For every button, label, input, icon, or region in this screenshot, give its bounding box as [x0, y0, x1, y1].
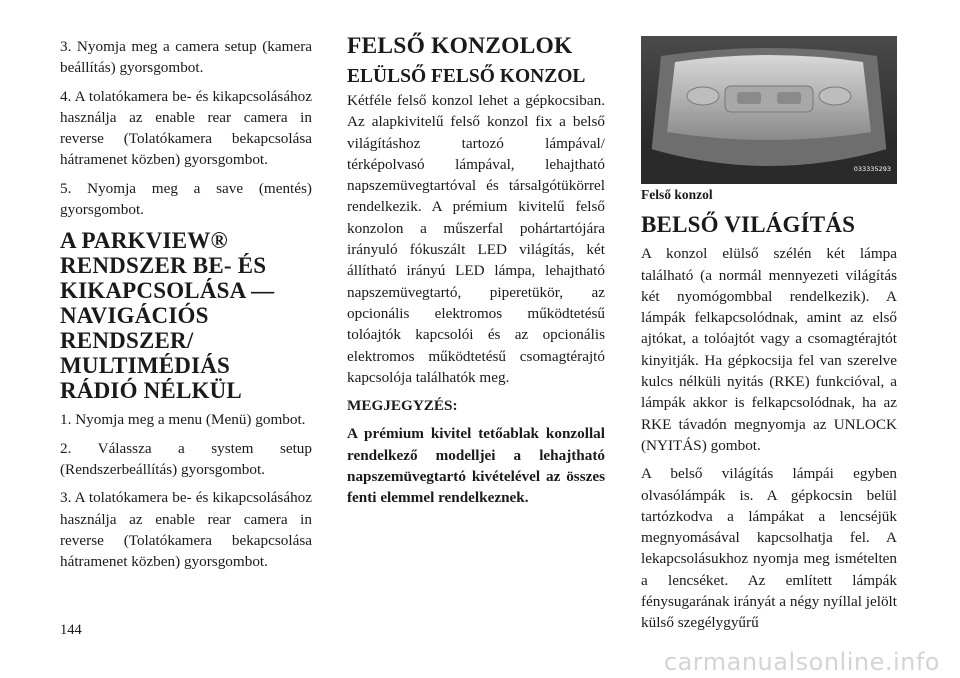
console-description-paragraph: Kétféle felső konzol lehet a gépkocsiban. Az alapkivitelű felső konzol fix a belső világításhoz tartozó lámpával/ térképolvasó lámpával, lehajtható napszemüvegtartóval és társalgótükörrel rendelkezik. A prémium kivitelű felső konzolon a műszerfal pohártartójára irányuló fókuszált LED világítás, két állítható irányú LED lámpa, lehajtható napszemüvegtartó, piperetükör, az opcionális elektromos működtetésű tolóajtók kapcsolói és az opcionális elektromos működtetésű csomagtérajtó kapcsolója találhatók meg. — [347, 92, 605, 386]
parkview-section-heading: A PARKVIEW® RENDSZER BE- ÉS KIKAPCSOLÁSA — NAVIGÁCIÓS RENDSZER/ MULTIMÉDIÁS RÁDIÓ NÉLKÜL — [60, 228, 275, 404]
overhead-consoles-heading: FELSŐ KONZOLOK — [347, 33, 573, 59]
right-column — [641, 36, 897, 641]
interior-lighting-heading: BELSŐ VILÁGÍTÁS — [641, 212, 856, 238]
left-column — [60, 36, 312, 579]
middle-column — [347, 34, 605, 516]
page-number: 144 — [60, 622, 82, 638]
figure-code: 033335293 — [853, 164, 891, 173]
interior-lighting-paragraph-2: A belső világítás lámpái egyben olvasólámpák is. A gépkocsin belül tartózkodva a lámpákat a lencséjük megnyomásával kapcsolhatja fel. A lekapcsolásukhoz nyomja meg ismételten a lencséket. Az említett lámpák fénysugarának irányát a négy nyíllal jelölt külső szegélygyűrű — [641, 465, 897, 632]
step-5-paragraph: 5. Nyomja meg a save (mentés) gyorsgombot. — [60, 179, 312, 219]
watermark: carmanualsonline.info — [663, 648, 940, 676]
front-overhead-console-subheading: ELÜLSŐ FELSŐ KONZOL — [347, 66, 586, 87]
step-2-paragraph: 2. Válassza a system setup (Rendszerbeállítás) gyorsgombot. — [60, 439, 312, 478]
step-4-paragraph: 4. A tolatókamera be- és kikapcsolásához használja az enable rear camera in reverse (Tolatókamera bekapcsolása hátramenet közben) gyorsgombot. — [60, 87, 312, 169]
step-3-paragraph: 3. Nyomja meg a camera setup (kamera beállítás) gyorsgombot. — [60, 38, 312, 77]
step-1-paragraph: 1. Nyomja meg a menu (Menü) gombot. — [60, 411, 306, 429]
overhead-console-photo — [641, 36, 897, 184]
note-heading: MEGJEGYZÉS: — [347, 397, 458, 415]
figure-caption: Felső konzol — [641, 187, 713, 202]
step-3b-paragraph: 3. A tolatókamera be- és kikapcsolásához használja az enable rear camera in reverse (Tolatókamera bekapcsolása hátramenet közben) gyorsgombot. — [60, 489, 312, 571]
interior-lighting-paragraph-1: A konzol elülső szélén két lámpa található (a normál mennyezeti világítás két nyomógombbal rendelkezik). A lámpák felkapcsolódnak, amint az első ajtókat, a tolóajtót vagy a csomagtérajtót kinyitják. Ha gépkocsija fel van szerelve kulcs nélküli nyitás (RKE) funkcióval, a lámpák akkor is felkapcsolódnak, ha az RKE távadón megnyomja az UNLOCK (NYITÁS) gombot. — [641, 245, 897, 454]
note-text: A prémium kivitel tetőablak konzollal rendelkező modelljei a lehajtható napszemüvegtartó kivételével az összes fenti elemmel rendelkeznek. — [347, 425, 605, 507]
